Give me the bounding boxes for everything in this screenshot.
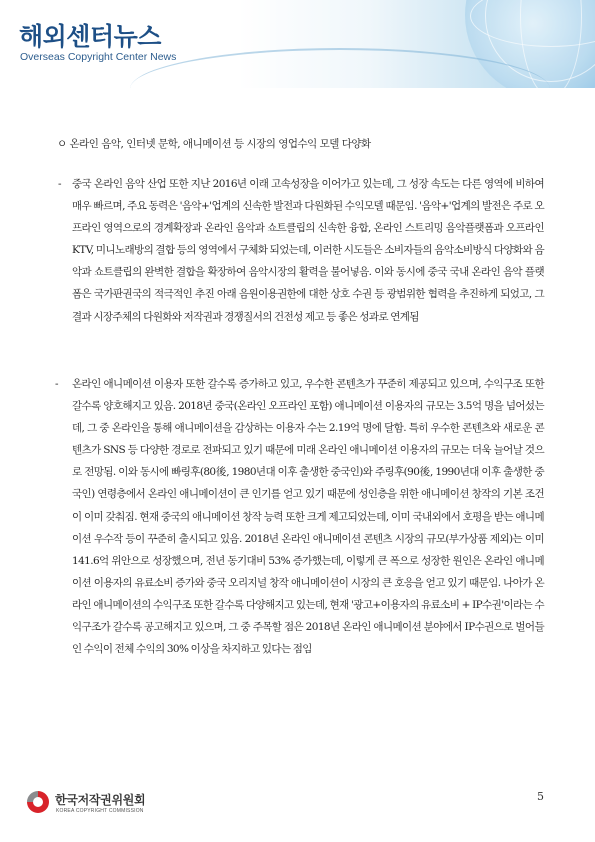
page-number: 5 [537,790,544,803]
paragraph-music [58,173,544,328]
bullet-dash: - [58,178,61,190]
header-subtitle: Overseas Copyright Center News [20,51,177,63]
paragraph-animation [55,373,544,660]
paragraph-text: 중국 온라인 음악 산업 또한 지난 2016년 이래 고속성장을 이어가고 있는데, 그 성장 속도는 다른 영역에 비하여 매우 빠르며, 주요 동력은 '음악+'업계의 신속한 발전과 다원화된 수익모델 때문임. '음악+'업계의 발전은 주로 오프라인 영역으로의 경계확장과 온라인 음악과 쇼트클립의 신속한 융합, 온라인 스트리밍 음악플랫폼과 오프라인 KTV, 미니노래방의 결합 등의 영역에서 구체화 되었는데, 이러한 시도들은 소비자들의 음악소비방식 다양화와 음악과 쇼트클립의 완벽한 결합을 확장하여 음악시장의 활력을 불어넣음. 이와 동시에 중국 국내 온라인 음악 플랫폼은 국가판권국의 적극적인 추진 아래 음원이용권한에 대한 상호 수권 등 광범위한 협력을 추진하게 되었고, 그 결과 시장주체의 다원화와 저작권과 경쟁질서의 건전성 제고 등 좋은 성과로 연계됨 [72,178,544,323]
page-header [0,0,595,88]
footer-logo [25,787,195,827]
paragraph-text: 온라인 애니메이션 이용자 또한 갈수록 증가하고 있고, 우수한 콘텐츠가 꾸준히 제공되고 있으며, 수익구조 또한 갈수록 양호해지고 있음. 2018년 중국(온라인 오프라인 포함) 애니메이션 이용자의 규모는 3.5억 명을 넘어섰는데, 그 중 온라인을 통해 애니메이션을 감상하는 이용자 수는 2.19억 명에 달함. 특히 우수한 콘텐츠와 새로운 콘텐츠가 SNS 등 다양한 경로로 전파되고 있기 때문에 미래 온라인 애니메이션 이용자의 규모는 더욱 늘어날 것으로 전망됨. 이와 동시에 빠링후(80後, 1980년대 이후 출생한 중국인)와 주링후(90後, 1990년대 이후 출생한 중국인) 연령층에서 온라인 애니메이션이 큰 인기를 얻고 있기 때문에 성인층을 위한 애니메이션 창작의 기본 조건이 이미 갖춰짐. 현재 중국의 애니메이션 창작 능력 또한 크게 제고되었는데, 이미 국내외에서 호평을 받는 애니메이션 우수작 등이 꾸준히 출시되고 있음. 2018년 온라인 애니메이션 콘텐츠 시장의 규모(부가상품 제외)는 이미 141.6억 위안으로 성장했으며, 전년 동기대비 53% 증가했는데, 이렇게 큰 폭으로 성장한 원인은 온라인 애니메이션 이용자의 유료소비 증가와 중국 오리지널 창작 애니메이션이 시장의 큰 호응을 얻고 있기 때문임. 나아가 온라인 애니메이션의 수익구조 또한 갈수록 다양해지고 있는데, 현재 '광고+이용자의 유료소비 + IP수권'이라는 수익구조가 갈수록 공고해지고 있으며, 그 중 주목할 점은 2018년 온라인 애니메이션 분야에서 IP수권으로 벌어들인 수익이 전체 수익의 30% 이상을 차지하고 있다는 점임 [72,378,544,656]
bullet-dash: - [55,378,58,390]
org-name: 한국저작권위원회 [55,793,146,807]
copyright-commission-logo-icon [25,789,51,815]
org-name-en: KOREA COPYRIGHT COMMISSION [56,808,144,814]
header-title: 해외센터뉴스 [19,22,161,51]
section-heading: ㅇ 온라인 음악, 인터넷 문학, 애니메이션 등 시장의 영업수익 모델 다양화 [57,138,371,150]
